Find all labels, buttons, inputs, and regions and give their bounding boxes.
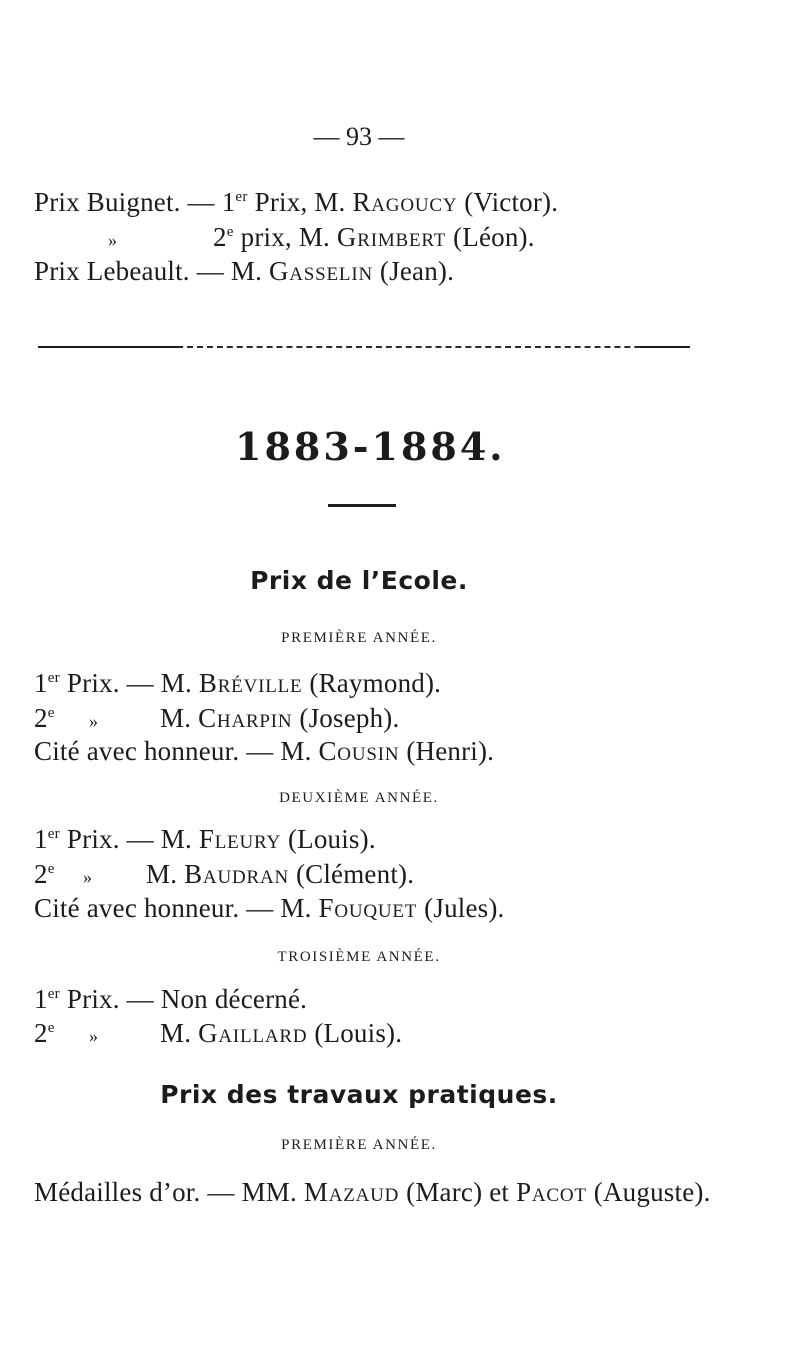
prize-line-buignet-2: 2e prix, M. Grimbert (Léon). bbox=[213, 222, 535, 252]
subheading-troisieme-annee: TROISIÈME ANNÉE. bbox=[277, 949, 441, 965]
section-title-ecole: Prix de l’Ecole. bbox=[250, 566, 468, 595]
entry-line: Médailles d’or. — MM. Mazaud (Marc) et Pacot (Auguste). bbox=[34, 1177, 711, 1207]
entry-ordinal: 2e bbox=[34, 703, 55, 733]
separator-rule-solid-right bbox=[640, 346, 690, 348]
ditto-mark: » bbox=[89, 1026, 98, 1046]
subheading-premiere-annee: PREMIÈRE ANNÉE. bbox=[281, 630, 437, 646]
entry-ordinal: 2e bbox=[34, 859, 55, 889]
ditto-mark: » bbox=[83, 867, 92, 887]
year-title: 1883-1884. bbox=[235, 424, 506, 469]
person-name: Bréville bbox=[198, 668, 303, 698]
entry-line: M. Charpin (Joseph). bbox=[160, 703, 400, 733]
prize-line-buignet-1: Prix Buignet. — 1er Prix, M. Ragoucy (Victor). bbox=[34, 187, 559, 217]
person-name: Fouquet bbox=[318, 893, 418, 923]
entry-line: M. Baudran (Clément). bbox=[146, 859, 415, 889]
person-name: Charpin bbox=[198, 703, 293, 733]
entry-line: Cité avec honneur. — M. Cousin (Henri). bbox=[34, 736, 495, 766]
person-name: Baudran bbox=[184, 859, 289, 889]
ditto-mark: » bbox=[89, 711, 98, 731]
person-name: Pacot bbox=[516, 1177, 587, 1207]
person-name: Fleury bbox=[198, 824, 281, 854]
entry-line: Cité avec honneur. — M. Fouquet (Jules). bbox=[34, 893, 505, 923]
entry-line: 1er Prix. — M. Fleury (Louis). bbox=[34, 824, 376, 854]
ditto-mark: » bbox=[108, 230, 117, 250]
person-name: Gaillard bbox=[198, 1018, 308, 1048]
person-name: Grimbert bbox=[336, 222, 447, 252]
entry-line: M. Gaillard (Louis). bbox=[160, 1018, 403, 1048]
person-name: Gasselin bbox=[268, 256, 373, 286]
section-title-travaux: Prix des travaux pratiques. bbox=[160, 1080, 558, 1109]
page-number: — 93 — bbox=[313, 122, 405, 151]
short-rule bbox=[328, 504, 396, 507]
subheading-premiere-annee: PREMIÈRE ANNÉE. bbox=[281, 1137, 437, 1153]
entry-ordinal: 2e bbox=[34, 1018, 55, 1048]
person-name: Cousin bbox=[318, 736, 400, 766]
subheading-deuxieme-annee: DEUXIÈME ANNÉE. bbox=[279, 790, 439, 806]
separator-rule-solid-left bbox=[38, 346, 178, 348]
person-name: Ragoucy bbox=[352, 187, 458, 217]
entry-line: 1er Prix. — Non décerné. bbox=[34, 984, 308, 1014]
entry-line: 1er Prix. — M. Bréville (Raymond). bbox=[34, 668, 442, 698]
prize-line-lebeault: Prix Lebeault. — M. Gasselin (Jean). bbox=[34, 256, 455, 286]
person-name: Mazaud bbox=[303, 1177, 400, 1207]
